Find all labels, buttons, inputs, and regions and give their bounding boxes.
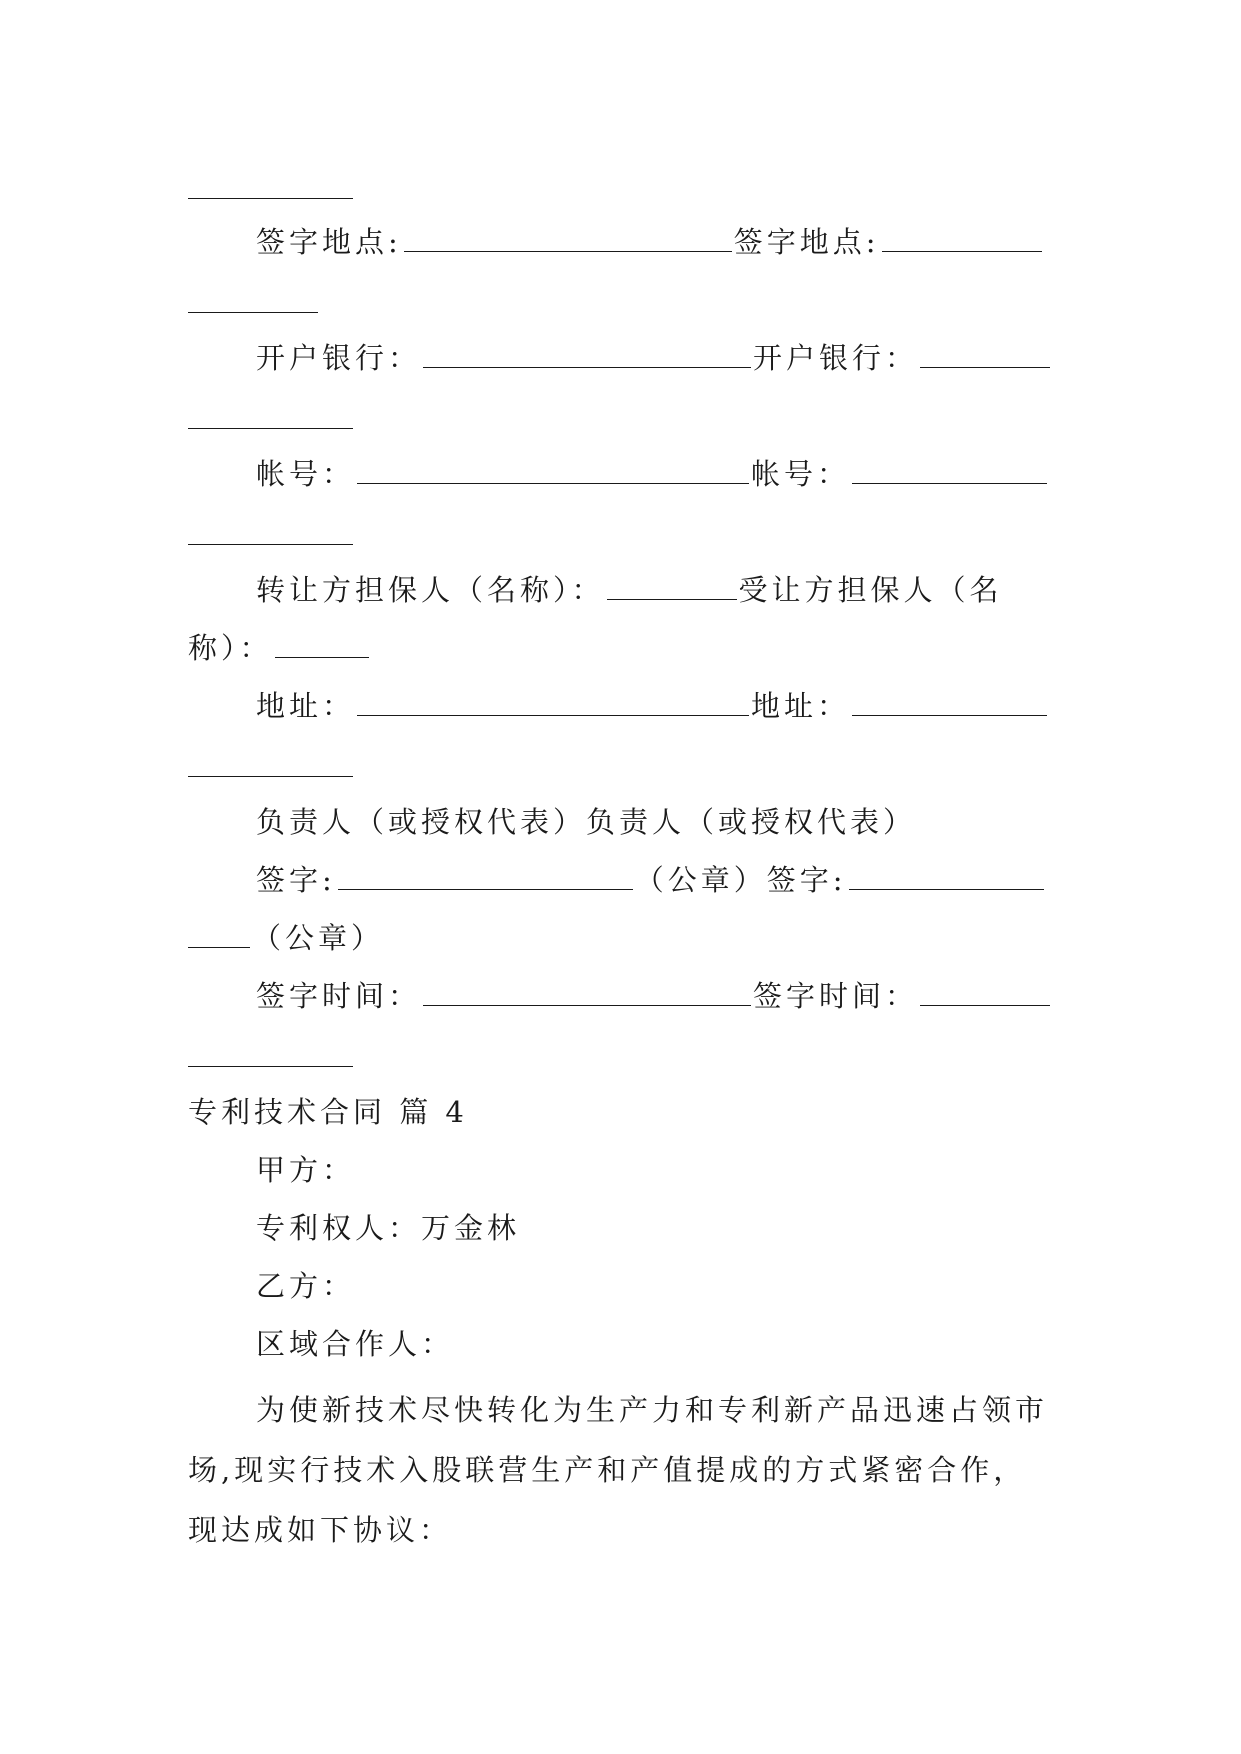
account-blank-b <box>852 457 1047 484</box>
patentee-line <box>256 1208 1058 1248</box>
sign-time-label-b: 签字时间： <box>753 979 919 1013</box>
sign-place-label-b: 签字地点: <box>733 225 880 259</box>
bank-label-b: 开户银行： <box>753 341 919 375</box>
sign-time-blank-a <box>423 979 751 1006</box>
party-b-line <box>256 1266 1058 1306</box>
seal-line-cont <box>188 918 1058 958</box>
blank-line <box>188 776 353 777</box>
blank-line <box>188 428 353 429</box>
sign-time-line <box>256 976 1058 1016</box>
signature-blank-b <box>849 863 1044 890</box>
account-blank-a <box>357 457 749 484</box>
address-blank-b <box>852 689 1047 716</box>
sign-place-blank-a <box>404 225 732 252</box>
patentee-label: 专利权人：万金林 <box>256 1211 521 1245</box>
guarantor-line-cont <box>188 628 1058 668</box>
section-title <box>188 1092 1058 1132</box>
guarantor-label-b: 受让方担保人（名 <box>738 573 1003 607</box>
regional-partner-label: 区域合作人： <box>256 1327 455 1361</box>
bank-blank-b <box>920 341 1050 368</box>
sign-place-blank-b <box>882 225 1042 252</box>
section-title-text: 专利技术合同 篇 4 <box>188 1095 468 1129</box>
guarantor-label-b-cont: 称）： <box>188 631 273 665</box>
bank-blank-a <box>423 341 751 368</box>
account-label-b: 帐号： <box>751 457 851 491</box>
signature-line <box>256 860 1058 900</box>
guarantor-line <box>256 570 1058 610</box>
blank-line <box>188 544 353 545</box>
responsible-line <box>256 802 1058 842</box>
blank-line <box>188 1066 353 1067</box>
blank-line <box>188 198 353 199</box>
sign-place-label-a: 签字地点: <box>256 225 402 259</box>
party-b-label: 乙方： <box>256 1269 356 1303</box>
address-label-a: 地址： <box>256 689 356 723</box>
responsible-label: 负责人（或授权代表）负责人（或授权代表） <box>256 805 917 839</box>
sign-place-line <box>256 222 1058 262</box>
seal-label-a: （公章）签字: <box>634 863 847 897</box>
guarantor-blank-b <box>275 631 369 658</box>
party-a-label: 甲方： <box>256 1153 356 1187</box>
blank-line <box>188 312 318 313</box>
seal-blank <box>188 921 250 948</box>
regional-partner-line <box>256 1324 1058 1364</box>
account-line <box>256 454 1058 494</box>
guarantor-label-a: 转让方担保人（名称）： <box>256 573 605 607</box>
signature-blank-a <box>338 863 633 890</box>
signature-label-a: 签字: <box>256 863 336 897</box>
bank-line <box>256 338 1058 378</box>
intro-paragraph: 为使新技术尽快转化为生产力和专利新产品迅速占领市场,现实行技术入股联营生产和产值提成的方式紧密合作，现达成如下协议： <box>188 1393 1049 1547</box>
sign-time-blank-b <box>920 979 1050 1006</box>
address-line <box>256 686 1058 726</box>
guarantor-blank-a <box>607 573 737 600</box>
party-a-line <box>256 1150 1058 1190</box>
account-label-a: 帐号： <box>256 457 356 491</box>
seal-label-b: （公章） <box>252 921 385 955</box>
address-blank-a <box>357 689 749 716</box>
bank-label-a: 开户银行： <box>256 341 422 375</box>
address-label-b: 地址： <box>751 689 851 723</box>
sign-time-label-a: 签字时间： <box>256 979 422 1013</box>
